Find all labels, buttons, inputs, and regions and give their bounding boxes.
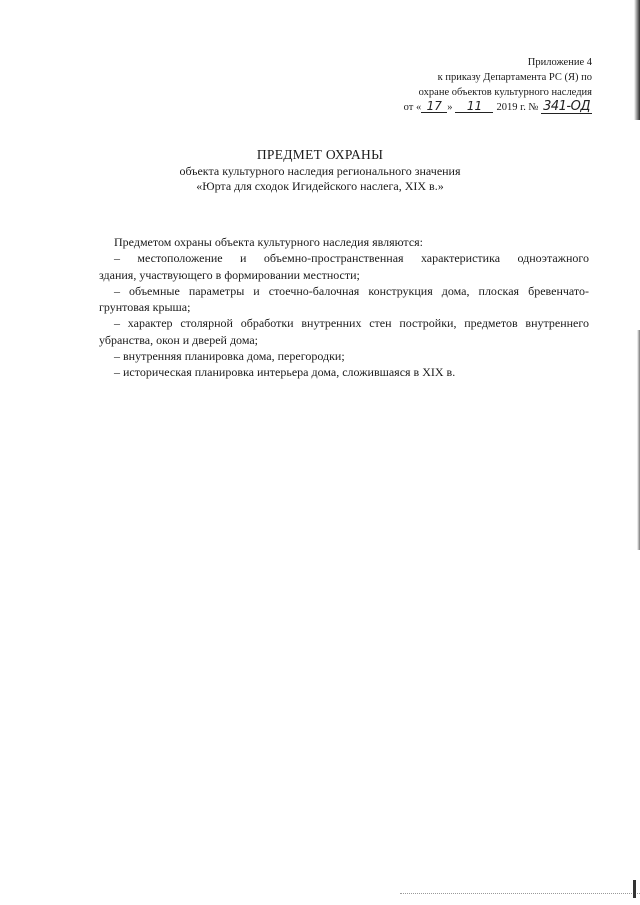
list-item-location-cont: здания, участвующего в формировании местности; (99, 267, 360, 282)
intro-paragraph: Предметом охраны объекта культурного наследия являются: (114, 235, 424, 249)
handwritten-month: 11 (455, 100, 493, 113)
document-title: ПРЕДМЕТ ОХРАНЫ (256, 147, 384, 162)
list-item-carpentry-cont: убранства, окон и дверей дома; (99, 332, 258, 347)
scan-edge-shadow (633, 880, 636, 898)
list-item-layout: – внутренняя планировка дома, перегородки; (114, 349, 345, 364)
order-reference: к приказу Департамента РС (Я) по (437, 72, 592, 83)
scan-edge-shadow (634, 0, 640, 120)
appendix-header (332, 55, 592, 115)
department-name: охране объектов культурного наследия (418, 87, 592, 98)
list-item-parameters-cont: грунтовая крыша; (99, 300, 191, 315)
list-item-carpentry: – характер столярной обработки внутренних стен постройки, предметов внутреннего (114, 316, 589, 331)
handwritten-day: 17 (421, 100, 447, 113)
list-item-location: – местоположение и объемно-пространственная характеристика одноэтажного (114, 251, 589, 266)
handwritten-order-number: 341-ОД (543, 99, 590, 114)
document-subtitle: объекта культурного наследия регионального значения (179, 164, 461, 178)
list-item-interior: – историческая планировка интерьера дома, сложившаяся в XIX в. (114, 365, 456, 380)
appendix-label: Приложение 4 (527, 57, 592, 68)
object-name: «Юрта для сходок Игидейского наслега, XIX в.» (196, 179, 444, 193)
document-title-block (0, 146, 640, 194)
order-date-line: от « 17 » 11 2019 г. № 341-ОД (403, 99, 590, 114)
list-item-parameters: – объемные параметры и стоечно-балочная конструкция дома, плоская бревенчато- (114, 283, 589, 298)
document-body (99, 234, 589, 381)
scan-edge-dots (400, 893, 640, 895)
